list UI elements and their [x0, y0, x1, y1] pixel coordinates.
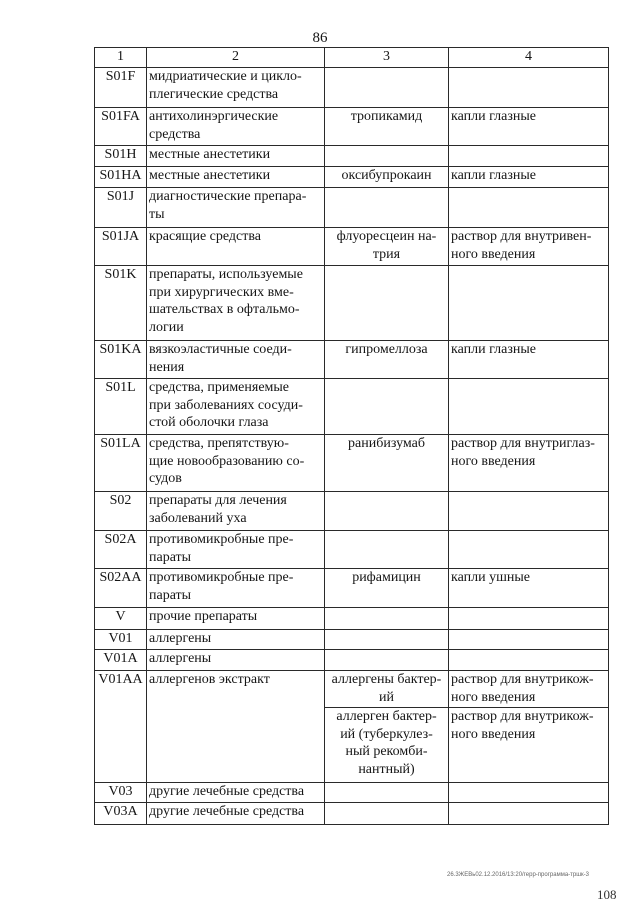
- cell-drug-name: [325, 492, 449, 531]
- cell-group-name: средства, препятствую- щие новообразованию со- судов: [147, 435, 325, 492]
- cell-dosage-form: [449, 531, 609, 569]
- cell-drug-name: [325, 531, 449, 569]
- table-row: [95, 630, 609, 650]
- medications-table: [94, 47, 609, 825]
- table-row: [95, 167, 609, 188]
- cell-drug-name: [325, 379, 449, 435]
- cell-drug-name: [325, 68, 449, 108]
- table-row: [95, 146, 609, 167]
- table-row: [95, 650, 609, 671]
- table-row: [95, 803, 609, 825]
- table-row: [95, 68, 609, 108]
- table-row: [95, 783, 609, 803]
- cell-dosage-form: [449, 783, 609, 803]
- cell-atc-code: V01: [95, 630, 147, 650]
- cell-drug-name: ранибизумаб: [325, 435, 449, 492]
- header-col-form: 4: [449, 48, 609, 68]
- cell-dosage-form: [449, 803, 609, 825]
- table-body: [95, 48, 609, 825]
- cell-dosage-form: [449, 266, 609, 341]
- cell-dosage-form: [449, 630, 609, 650]
- table-row: [95, 531, 609, 569]
- cell-group-name: противомикробные пре- параты: [147, 569, 325, 608]
- cell-atc-code: V01AA: [95, 671, 147, 783]
- cell-group-name: красящие средства: [147, 228, 325, 266]
- header-col-code: 1: [95, 48, 147, 68]
- cell-dosage-form: [449, 650, 609, 671]
- cell-dosage-form: [449, 146, 609, 167]
- cell-group-name: средства, применяемые при заболеваниях сосуди- стой оболочки глаза: [147, 379, 325, 435]
- cell-group-name: препараты, используемые при хирургических вме- шательствах в офтальмо- логии: [147, 266, 325, 341]
- header-col-group: 2: [147, 48, 325, 68]
- table-row: [95, 435, 609, 492]
- cell-atc-code: S02: [95, 492, 147, 531]
- cell-drug-name: [325, 650, 449, 671]
- table-row: [95, 108, 609, 146]
- header-col-inn: 3: [325, 48, 449, 68]
- cell-group-name: другие лечебные средства: [147, 803, 325, 825]
- cell-atc-code: S01H: [95, 146, 147, 167]
- table-row: [95, 671, 609, 708]
- cell-dosage-form: капли глазные: [449, 341, 609, 379]
- table-row: [95, 608, 609, 630]
- cell-atc-code: S01L: [95, 379, 147, 435]
- cell-dosage-form: капли ушные: [449, 569, 609, 608]
- cell-group-name: местные анестетики: [147, 167, 325, 188]
- cell-drug-name: гипромеллоза: [325, 341, 449, 379]
- cell-atc-code: S02AA: [95, 569, 147, 608]
- cell-dosage-form: [449, 188, 609, 228]
- cell-drug-name: рифамицин: [325, 569, 449, 608]
- cell-atc-code: S02A: [95, 531, 147, 569]
- cell-group-name: аллергены: [147, 630, 325, 650]
- cell-atc-code: V03A: [95, 803, 147, 825]
- cell-drug-name: оксибупрокаин: [325, 167, 449, 188]
- cell-group-name: местные анестетики: [147, 146, 325, 167]
- cell-drug-name: [325, 803, 449, 825]
- cell-drug-name: флуоресцеин на- трия: [325, 228, 449, 266]
- cell-dosage-form: [449, 608, 609, 630]
- cell-group-name: препараты для лечения заболеваний уха: [147, 492, 325, 531]
- table-row: [95, 492, 609, 531]
- cell-atc-code: S01LA: [95, 435, 147, 492]
- table-header-row: [95, 48, 609, 68]
- cell-dosage-form: раствор для внутривен- ного введения: [449, 228, 609, 266]
- table-row: [95, 341, 609, 379]
- cell-dosage-form: раствор для внутрикож- ного введения: [449, 671, 609, 708]
- cell-group-name: другие лечебные средства: [147, 783, 325, 803]
- table-row: [95, 228, 609, 266]
- cell-atc-code: V01A: [95, 650, 147, 671]
- cell-atc-code: V03: [95, 783, 147, 803]
- cell-group-name: прочие препараты: [147, 608, 325, 630]
- cell-dosage-form: раствор для внутриглаз- ного введения: [449, 435, 609, 492]
- footer-stamp: 26.3ЖЕВь02.12.2016/13:20/герр-программа-тршк-3: [447, 872, 590, 878]
- page-number: 86: [312, 30, 328, 46]
- table-row: [95, 569, 609, 608]
- cell-atc-code: S01K: [95, 266, 147, 341]
- cell-drug-name: [325, 188, 449, 228]
- cell-dosage-form: капли глазные: [449, 167, 609, 188]
- cell-atc-code: S01FA: [95, 108, 147, 146]
- cell-drug-name: [325, 266, 449, 341]
- cell-drug-name: [325, 608, 449, 630]
- cell-group-name: противомикробные пре- параты: [147, 531, 325, 569]
- cell-atc-code: V: [95, 608, 147, 630]
- table-row: [95, 379, 609, 435]
- cell-atc-code: S01KA: [95, 341, 147, 379]
- cell-group-name: аллергены: [147, 650, 325, 671]
- cell-atc-code: S01JA: [95, 228, 147, 266]
- cell-atc-code: S01F: [95, 68, 147, 108]
- cell-group-name: мидриатические и цикло- плегические средства: [147, 68, 325, 108]
- cell-dosage-form: [449, 379, 609, 435]
- cell-drug-name: [325, 630, 449, 650]
- cell-dosage-form: капли глазные: [449, 108, 609, 146]
- cell-drug-name: [325, 783, 449, 803]
- cell-dosage-form: [449, 68, 609, 108]
- cell-dosage-form: раствор для внутрикож- ного введения: [449, 708, 609, 783]
- cell-group-name: антихолинэргические средства: [147, 108, 325, 146]
- cell-atc-code: S01HA: [95, 167, 147, 188]
- cell-drug-name: [325, 146, 449, 167]
- cell-dosage-form: [449, 492, 609, 531]
- cell-drug-name: аллерген бактер- ий (туберкулез- ный рекомби- нантный): [325, 708, 449, 783]
- cell-group-name: диагностические препара- ты: [147, 188, 325, 228]
- cell-group-name: аллергенов экстракт: [147, 671, 325, 783]
- cell-group-name: вязкоэластичные соеди- нения: [147, 341, 325, 379]
- sheet-number: 108: [597, 887, 617, 902]
- cell-atc-code: S01J: [95, 188, 147, 228]
- cell-drug-name: аллергены бактер- ий: [325, 671, 449, 708]
- table-row: [95, 188, 609, 228]
- table-row: [95, 266, 609, 341]
- cell-drug-name: тропикамид: [325, 108, 449, 146]
